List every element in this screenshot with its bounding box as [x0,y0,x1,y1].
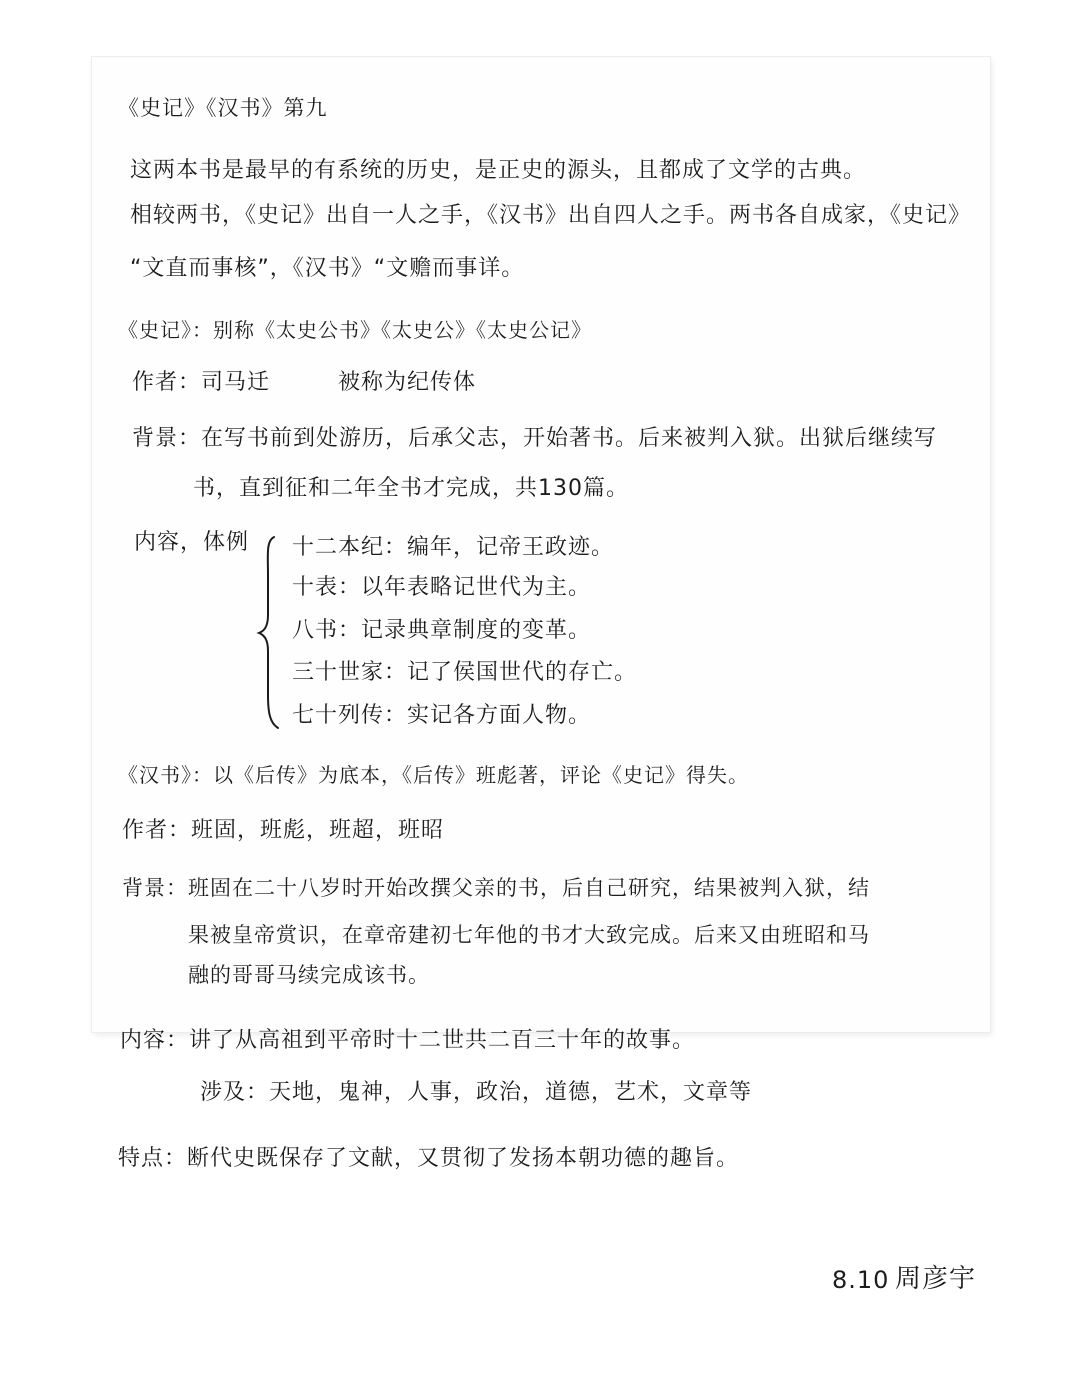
shiji-content-item-3: 八书：记录典章制度的变革。 [292,618,592,643]
intro-line-2: 相较两书，《史记》出自一人之手，《汉书》出自四人之手。两书各自成家，《史记》 [130,203,972,228]
hanshu-heading: 《汉书》：以《后传》为底本，《后传》班彪著，评论《史记》得失。 [118,763,749,787]
shiji-content-item-2: 十表：以年表略记世代为主。 [292,575,592,600]
shiji-content-item-5: 七十列传：实记各方面人物。 [292,703,592,728]
hanshu-background-line-2: 果被皇帝赏识，在章帝建初七年他的书才大致完成。后来又由班昭和马 [188,923,870,947]
hanshu-content: 内容：讲了从高祖到平帝时十二世共二百三十年的故事。 [120,1028,696,1053]
hanshu-features: 特点：断代史既保存了文献，又贯彻了发扬本朝功德的趣旨。 [118,1146,740,1171]
intro-line-3: “文直而事核”，《汉书》“文赡而事详。 [130,256,525,281]
shiji-background-line-2: 书，直到征和二年全书才完成，共130篇。 [193,476,629,501]
hanshu-background-line-1: 背景：班固在二十八岁时开始改撰父亲的书，后自己研究，结果被判入狱，结 [122,876,870,900]
shiji-background-line-1: 背景：在写书前到处游历，后承父志，开始著书。后来被判入狱。出狱后继续写 [132,426,938,451]
shiji-content-item-4: 三十世家：记了侯国世代的存亡。 [292,660,638,685]
page-title: 《史记》《汉书》第九 [118,96,328,120]
shiji-content-label: 内容，体例 [134,530,250,555]
shiji-genre: 被称为纪传体 [338,370,477,395]
signature-name: 周彦宇 [895,1264,977,1294]
shiji-heading: 《史记》：别称《太史公书》《太史公》《太史公记》 [118,318,592,342]
shiji-author: 作者：司马迁 [132,370,271,395]
shiji-content-item-1: 十二本纪：编年，记帝王政迹。 [292,535,615,560]
hanshu-authors: 作者：班固，班彪，班超，班昭 [122,818,445,843]
signature-date: 8.10 [832,1266,890,1294]
hanshu-content-sub: 涉及：天地，鬼神，人事，政治，道德，艺术，文章等 [200,1080,753,1105]
intro-line-1: 这两本书是最早的有系统的历史，是正史的源头，且都成了文学的古典。 [130,158,867,183]
hanshu-background-line-3: 融的哥哥马续完成该书。 [188,963,430,987]
curly-brace-icon [256,535,280,730]
